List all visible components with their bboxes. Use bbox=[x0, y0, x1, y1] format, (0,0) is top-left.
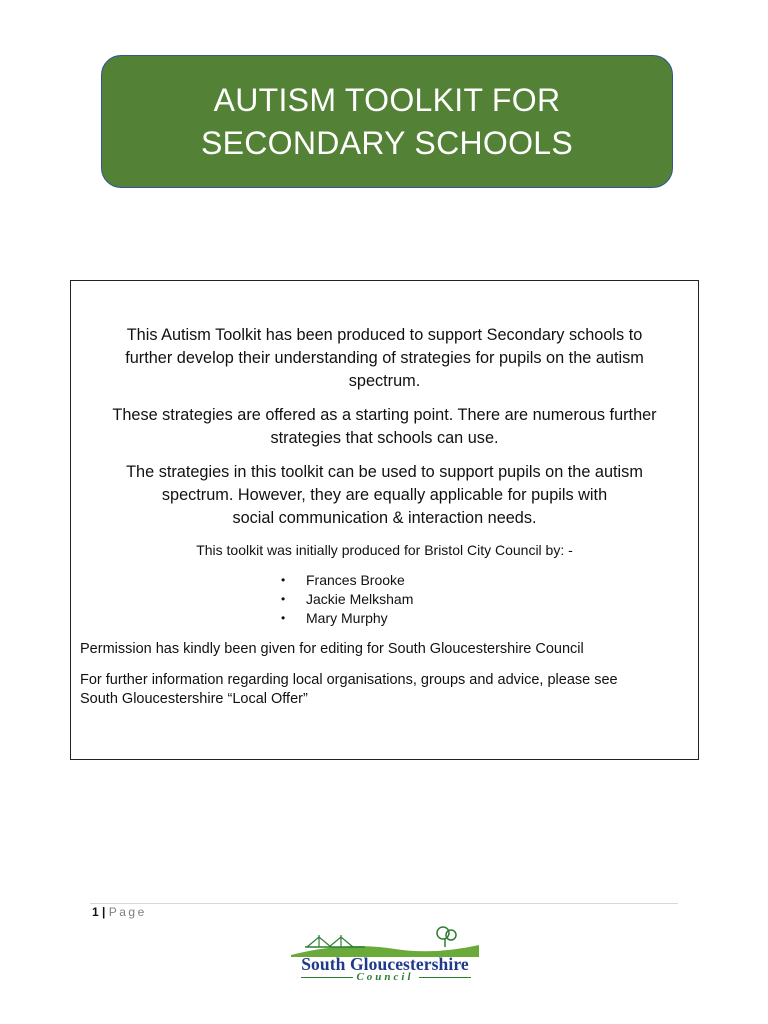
logo-name: South Gloucestershire bbox=[301, 954, 469, 974]
page-number-value: 1 bbox=[92, 905, 99, 919]
text-line: These strategies are offered as a starting point. There are numerous further bbox=[112, 406, 657, 424]
bullet-icon: • bbox=[281, 592, 286, 606]
bullet-icon: • bbox=[281, 573, 286, 587]
logo-rule bbox=[419, 977, 471, 978]
intro-paragraph-3 bbox=[71, 461, 698, 530]
text-line: spectrum. bbox=[348, 372, 421, 390]
author-name: Jackie Melksham bbox=[306, 591, 414, 607]
logo-landscape-icon bbox=[285, 925, 485, 957]
text-line: strategies that schools can use. bbox=[270, 429, 499, 447]
footer-divider bbox=[90, 903, 678, 904]
text-line: social communication & interaction needs. bbox=[232, 509, 537, 527]
credit-line: This toolkit was initially produced for Bristol City Council by: - bbox=[196, 542, 573, 558]
author-item bbox=[281, 609, 413, 628]
author-item bbox=[281, 571, 413, 590]
text-line: This Autism Toolkit has been produced to support Secondary schools to bbox=[126, 326, 643, 344]
author-name: Mary Murphy bbox=[306, 610, 388, 626]
permission-note: Permission has kindly been given for editing for South Gloucestershire Council bbox=[80, 641, 584, 657]
page-number-separator: | bbox=[102, 905, 106, 919]
further-info bbox=[80, 671, 680, 709]
text-line: further develop their understanding of strategies for pupils on the autism bbox=[125, 349, 644, 367]
council-logo bbox=[285, 925, 485, 987]
author-name: Frances Brooke bbox=[306, 572, 405, 588]
page-number bbox=[92, 905, 147, 920]
intro-box bbox=[70, 280, 699, 760]
text-line: The strategies in this toolkit can be used to support pupils on the autism bbox=[126, 463, 643, 481]
text-line: South Gloucestershire “Local Offer” bbox=[80, 691, 308, 707]
text-line: spectrum. However, they are equally applicable for pupils with bbox=[161, 486, 608, 504]
intro-paragraph-1 bbox=[71, 324, 698, 393]
title-line-2: SECONDARY SCHOOLS bbox=[200, 124, 574, 161]
bullet-icon: • bbox=[281, 611, 286, 625]
title-line-1: AUTISM TOOLKIT FOR bbox=[213, 81, 561, 118]
title-banner bbox=[101, 55, 673, 188]
page-word: Page bbox=[108, 905, 147, 919]
author-list bbox=[281, 571, 413, 628]
intro-paragraph-2 bbox=[71, 404, 698, 450]
author-item bbox=[281, 590, 413, 609]
logo-council: Council bbox=[356, 971, 414, 983]
text-line: For further information regarding local organisations, groups and advice, please see bbox=[80, 672, 618, 688]
